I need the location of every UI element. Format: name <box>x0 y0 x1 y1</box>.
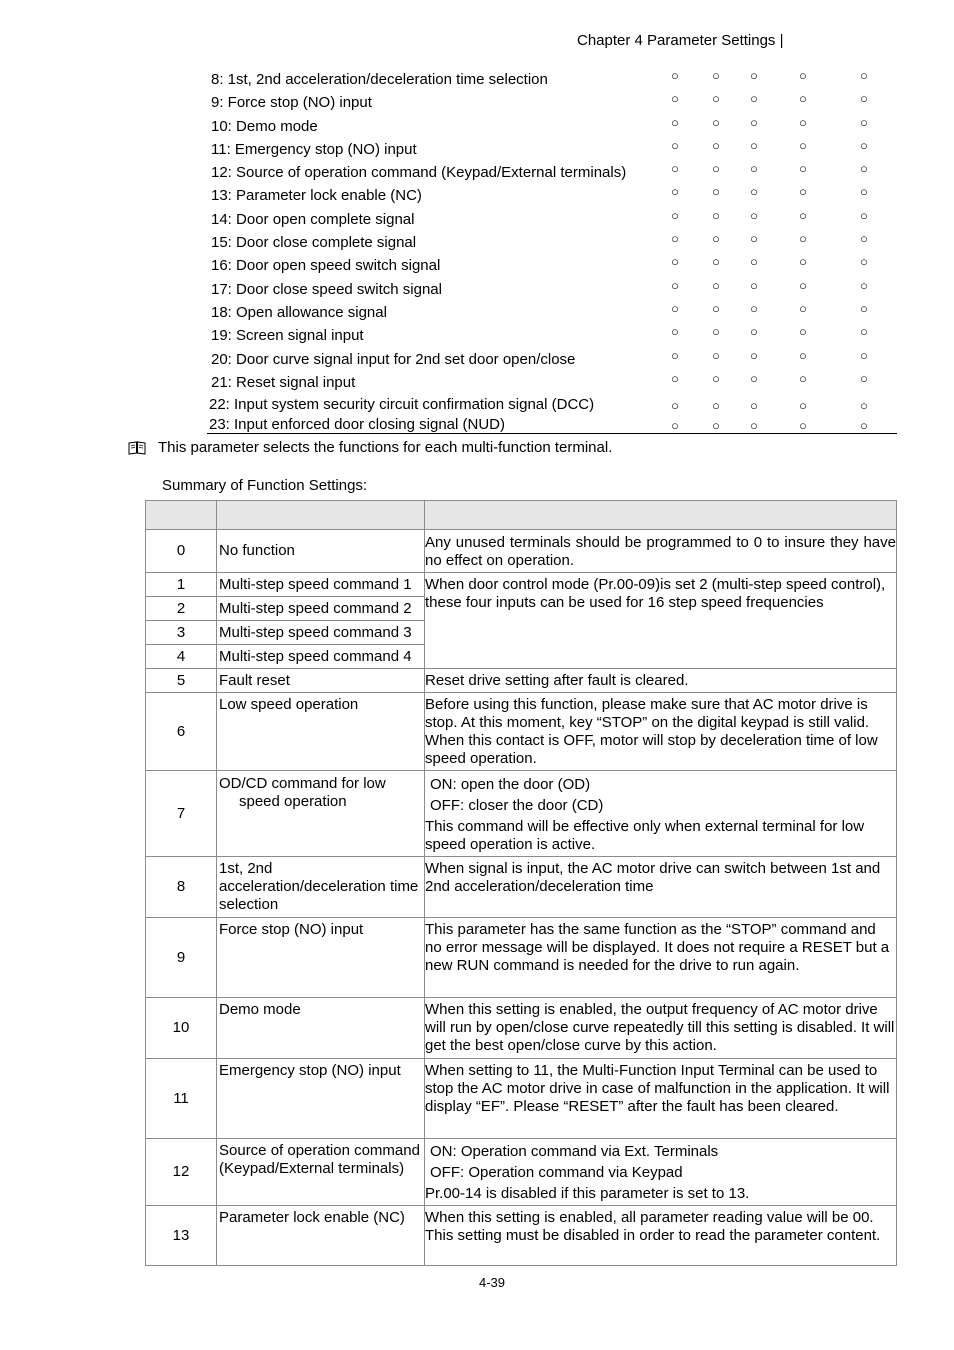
function-name: Multi-step speed command 3 <box>217 621 425 645</box>
function-name: Force stop (NO) input <box>217 918 425 998</box>
availability-mark: ○ <box>860 231 868 247</box>
availability-mark: ○ <box>671 324 679 340</box>
availability-mark: ○ <box>860 418 868 434</box>
function-name <box>217 771 425 857</box>
summary-title: Summary of Function Settings: <box>162 477 368 494</box>
availability-mark: ○ <box>750 91 758 107</box>
availability-mark: ○ <box>712 231 720 247</box>
availability-mark: ○ <box>799 370 807 386</box>
setting-number: 8 <box>146 857 217 918</box>
availability-mark: ○ <box>712 184 720 200</box>
availability-mark: ○ <box>712 207 720 223</box>
setting-number: 4 <box>146 645 217 669</box>
availability-mark: ○ <box>750 370 758 386</box>
availability-mark: ○ <box>750 68 758 83</box>
function-name: Source of operation command (Keypad/External terminals) <box>217 1139 425 1206</box>
table-row <box>146 771 897 857</box>
availability-mark: ○ <box>712 91 720 107</box>
description-text: When this setting is enabled, all parameter reading value will be 00. This setting must be disabled in order to read the parameter content. <box>425 1209 881 1244</box>
availability-mark: ○ <box>712 300 720 316</box>
header-cell-function <box>217 501 425 530</box>
availability-mark: ○ <box>860 300 868 316</box>
function-name: No function <box>217 530 425 573</box>
availability-mark: ○ <box>860 370 868 386</box>
availability-mark: ○ <box>750 114 758 130</box>
setting-label: 23: Input enforced door closing signal (NUD) <box>209 416 505 434</box>
setting-label: 13: Parameter lock enable (NC) <box>211 187 422 205</box>
setting-label: 20: Door curve signal input for 2nd set door open/close <box>211 350 576 368</box>
table-row <box>146 918 897 998</box>
availability-mark: ○ <box>712 114 720 130</box>
setting-number: 6 <box>146 693 217 771</box>
setting-list-item <box>207 208 897 231</box>
table-row <box>146 530 897 573</box>
availability-mark: ○ <box>799 347 807 363</box>
description-text: When signal is input, the AC motor drive can switch between 1st and 2nd acceleration/deceleration time <box>425 860 881 895</box>
description-text: This parameter has the same function as the “STOP” command and no error message will be displayed. It does not require a RESET but a new RUN command is needed for the drive to run again. <box>425 921 890 974</box>
availability-mark: ○ <box>750 300 758 316</box>
setting-list-item <box>207 324 897 347</box>
setting-number: 12 <box>146 1139 217 1206</box>
function-description <box>425 573 897 669</box>
availability-mark: ○ <box>712 68 720 83</box>
availability-mark: ○ <box>712 418 720 434</box>
availability-mark: ○ <box>671 418 679 434</box>
availability-mark: ○ <box>671 370 679 386</box>
chapter-header: Chapter 4 Parameter Settings | <box>577 32 784 49</box>
availability-mark: ○ <box>860 184 868 200</box>
function-name: Parameter lock enable (NC) <box>217 1206 425 1266</box>
option-on: ON: Operation command via Ext. Terminals <box>430 1143 719 1160</box>
setting-label: 10: Demo mode <box>211 117 318 135</box>
table-row <box>146 857 897 918</box>
availability-mark: ○ <box>860 324 868 340</box>
setting-label: 18: Open allowance signal <box>211 303 387 321</box>
description-text: When setting to 11, the Multi-Function Input Terminal can be used to stop the AC motor drive in case of malfunction in the application. It will display “EF”. Please “RESET” after the fault has been cleared. <box>425 1062 890 1115</box>
function-summary-table <box>145 500 897 1266</box>
setting-list-item <box>207 394 897 414</box>
availability-mark: ○ <box>860 347 868 363</box>
setting-label: 17: Door close speed switch signal <box>211 280 442 298</box>
availability-mark: ○ <box>750 398 758 414</box>
availability-mark: ○ <box>750 347 758 363</box>
setting-list-item <box>207 371 897 394</box>
function-name: Demo mode <box>217 998 425 1059</box>
setting-list-item <box>207 68 897 91</box>
setting-label: 9: Force stop (NO) input <box>211 94 372 112</box>
availability-mark: ○ <box>712 161 720 177</box>
availability-mark: ○ <box>712 347 720 363</box>
availability-mark: ○ <box>671 68 679 83</box>
availability-mark: ○ <box>750 324 758 340</box>
availability-mark: ○ <box>799 114 807 130</box>
availability-mark: ○ <box>712 398 720 414</box>
availability-mark: ○ <box>671 347 679 363</box>
setting-label: 15: Door close complete signal <box>211 234 417 252</box>
setting-list-item <box>207 414 897 434</box>
availability-mark: ○ <box>671 137 679 153</box>
availability-mark: ○ <box>799 254 807 270</box>
table-row <box>146 1206 897 1266</box>
table-row <box>146 669 897 693</box>
description-text: Pr.00-14 is disabled if this parameter is set to 13. <box>425 1185 750 1202</box>
setting-label: 11: Emergency stop (NO) input <box>211 140 417 158</box>
function-description <box>425 918 897 998</box>
book-icon <box>128 441 146 459</box>
table-row <box>146 693 897 771</box>
function-description: Reset drive setting after fault is cleared. <box>425 669 897 693</box>
availability-mark: ○ <box>671 300 679 316</box>
description-text: When door control mode (Pr.00-09)is set 2 (multi-step speed control), these four inputs can be used for 16 step speed frequencies <box>425 576 886 611</box>
setting-list-item <box>207 348 897 371</box>
availability-mark: ○ <box>799 161 807 177</box>
availability-mark: ○ <box>799 277 807 293</box>
availability-mark: ○ <box>750 231 758 247</box>
description-text: Before using this function, please make sure that AC motor drive is stop. At this moment, key “STOP” on the digital keypad is still valid. When this contact is OFF, motor will stop by deceleration time of low speed operation. <box>425 696 878 767</box>
setting-number: 10 <box>146 998 217 1059</box>
function-description <box>425 857 897 918</box>
availability-mark: ○ <box>750 207 758 223</box>
description-text: This command will be effective only when external terminal for low speed operation is active. <box>425 818 865 853</box>
availability-mark: ○ <box>712 277 720 293</box>
table-header-row <box>146 501 897 530</box>
setting-number: 11 <box>146 1059 217 1139</box>
availability-mark: ○ <box>750 161 758 177</box>
setting-label: 19: Screen signal input <box>211 327 364 345</box>
availability-mark: ○ <box>712 370 720 386</box>
availability-mark: ○ <box>799 137 807 153</box>
setting-number: 5 <box>146 669 217 693</box>
setting-label: 16: Door open speed switch signal <box>211 257 441 275</box>
availability-mark: ○ <box>860 91 868 107</box>
availability-mark: ○ <box>712 137 720 153</box>
setting-number: 13 <box>146 1206 217 1266</box>
setting-label: 21: Reset signal input <box>211 373 356 391</box>
page-number: 4-39 <box>479 1275 506 1290</box>
header-cell-description <box>425 501 897 530</box>
setting-number: 2 <box>146 597 217 621</box>
table-row <box>146 573 897 597</box>
availability-mark: ○ <box>799 207 807 223</box>
setting-list-item <box>207 138 897 161</box>
availability-mark: ○ <box>860 68 868 83</box>
availability-mark: ○ <box>799 68 807 83</box>
availability-mark: ○ <box>860 161 868 177</box>
availability-mark: ○ <box>750 184 758 200</box>
function-name: Multi-step speed command 1 <box>217 573 425 597</box>
function-name-line: OD/CD command for low <box>219 775 386 792</box>
setting-list-item <box>207 115 897 138</box>
setting-list-item <box>207 91 897 114</box>
availability-mark: ○ <box>860 277 868 293</box>
availability-mark: ○ <box>671 254 679 270</box>
availability-mark: ○ <box>671 161 679 177</box>
availability-mark: ○ <box>750 277 758 293</box>
availability-mark: ○ <box>712 254 720 270</box>
setting-label: 8: 1st, 2nd acceleration/deceleration time selection <box>211 71 548 88</box>
availability-mark: ○ <box>799 300 807 316</box>
table-row <box>146 1139 897 1206</box>
function-description <box>425 693 897 771</box>
function-description <box>425 771 897 857</box>
function-name: Emergency stop (NO) input <box>217 1059 425 1139</box>
availability-mark: ○ <box>671 91 679 107</box>
description-text: When this setting is enabled, the output frequency of AC motor drive will run by open/close curve repeatedly till this setting is disabled. It will get the best open/close curve by this action. <box>425 1001 895 1054</box>
availability-mark: ○ <box>750 418 758 434</box>
availability-mark: ○ <box>671 114 679 130</box>
setting-list <box>207 68 897 434</box>
setting-list-item <box>207 231 897 254</box>
availability-mark: ○ <box>860 207 868 223</box>
availability-mark: ○ <box>860 137 868 153</box>
setting-number: 7 <box>146 771 217 857</box>
availability-mark: ○ <box>671 231 679 247</box>
availability-mark: ○ <box>750 254 758 270</box>
setting-list-item <box>207 254 897 277</box>
setting-label: 22: Input system security circuit confirmation signal (DCC) <box>209 396 595 414</box>
availability-mark: ○ <box>799 398 807 414</box>
table-row <box>146 998 897 1059</box>
availability-mark: ○ <box>799 418 807 434</box>
availability-mark: ○ <box>799 231 807 247</box>
availability-mark: ○ <box>671 398 679 414</box>
list-divider <box>207 433 897 434</box>
availability-mark: ○ <box>799 324 807 340</box>
availability-mark: ○ <box>750 137 758 153</box>
header-cell-setting <box>146 501 217 530</box>
availability-mark: ○ <box>671 184 679 200</box>
function-description <box>425 1206 897 1266</box>
setting-list-item <box>207 161 897 184</box>
availability-mark: ○ <box>860 114 868 130</box>
setting-number: 9 <box>146 918 217 998</box>
function-name: Multi-step speed command 4 <box>217 645 425 669</box>
setting-list-item <box>207 184 897 207</box>
availability-mark: ○ <box>799 91 807 107</box>
note-text: This parameter selects the functions for each multi-function terminal. <box>158 439 613 456</box>
setting-number: 0 <box>146 530 217 573</box>
availability-mark: ○ <box>860 398 868 414</box>
availability-mark: ○ <box>671 277 679 293</box>
setting-number: 3 <box>146 621 217 645</box>
function-name: Fault reset <box>217 669 425 693</box>
setting-list-item <box>207 278 897 301</box>
availability-mark: ○ <box>860 254 868 270</box>
table-row <box>146 1059 897 1139</box>
option-on: ON: open the door (OD) <box>430 776 591 793</box>
description-text: Any unused terminals should be programmed to 0 to insure they have no effect on operation. <box>425 534 896 569</box>
option-off: OFF: closer the door (CD) <box>430 797 604 814</box>
function-name-line: speed operation <box>239 793 347 810</box>
function-name: Low speed operation <box>217 693 425 771</box>
function-name: Multi-step speed command 2 <box>217 597 425 621</box>
setting-label: 12: Source of operation command (Keypad/External terminals) <box>211 164 627 182</box>
setting-list-item <box>207 301 897 324</box>
availability-mark: ○ <box>712 324 720 340</box>
function-description <box>425 1059 897 1139</box>
option-off: OFF: Operation command via Keypad <box>430 1164 683 1181</box>
setting-label: 14: Door open complete signal <box>211 210 415 228</box>
function-description <box>425 530 897 573</box>
setting-number: 1 <box>146 573 217 597</box>
function-description <box>425 998 897 1059</box>
availability-mark: ○ <box>671 207 679 223</box>
availability-mark: ○ <box>799 184 807 200</box>
function-name: 1st, 2nd acceleration/deceleration time selection <box>217 857 425 918</box>
function-description <box>425 1139 897 1206</box>
